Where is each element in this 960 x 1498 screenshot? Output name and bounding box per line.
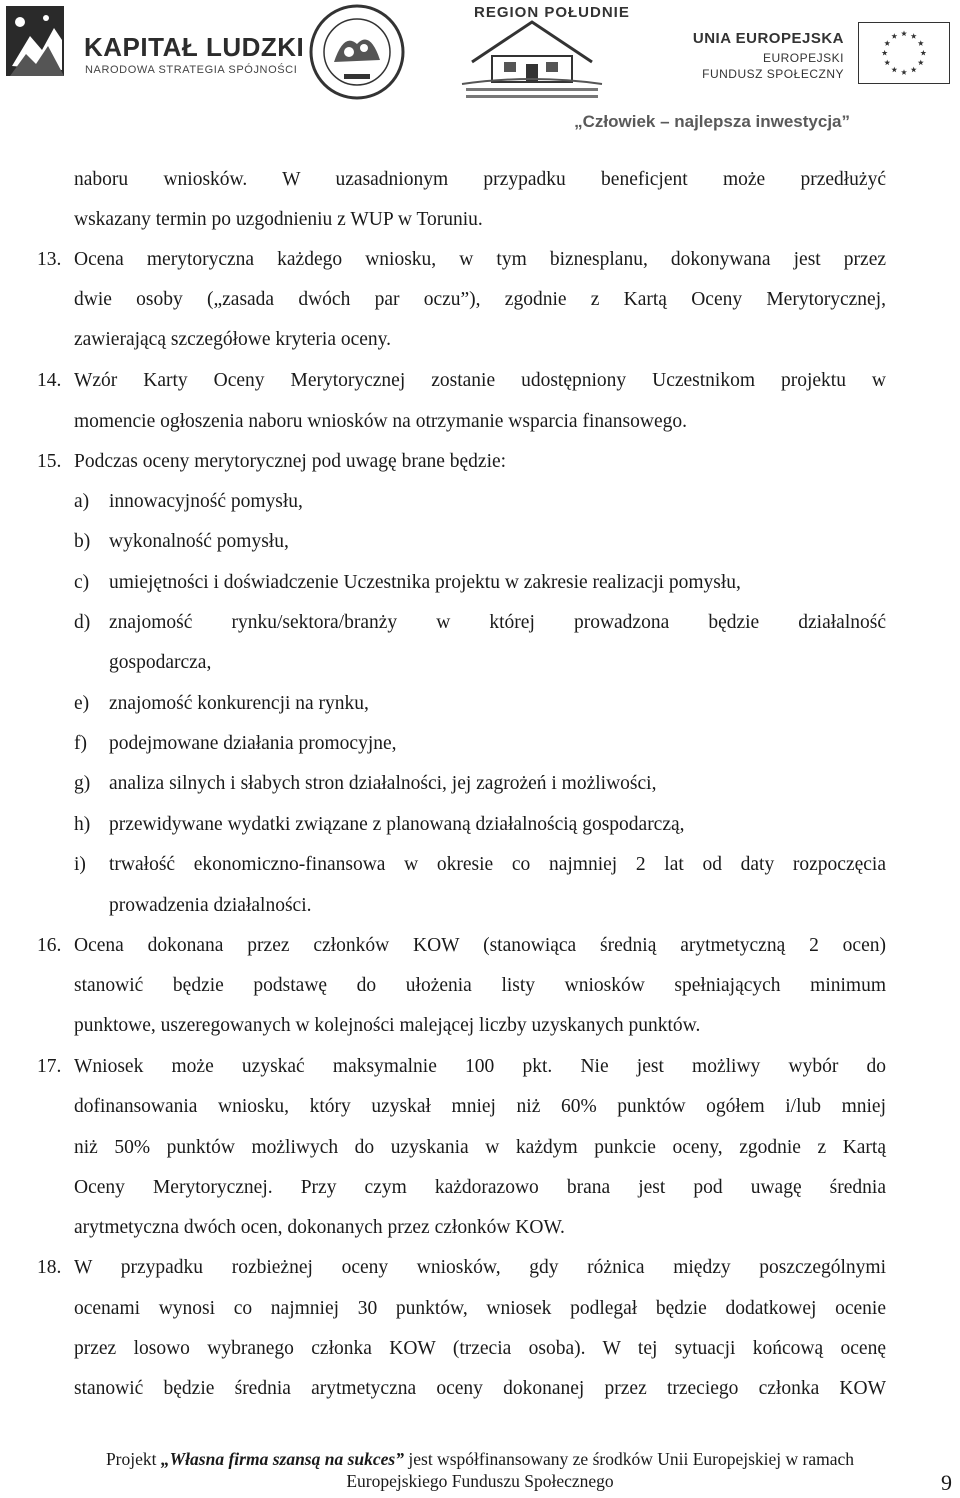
body-line: stanowić będzie podstawę do ułożenia listy wniosków spełniających minimum xyxy=(74,975,886,996)
list-label: d) xyxy=(74,612,91,633)
page-footer xyxy=(0,1448,960,1492)
body-line: Oceny Merytorycznej. Przy czym każdorazowo brana jest pod uwagę średnia xyxy=(74,1177,886,1198)
kapital-ludzki-subtitle: NARODOWA STRATEGIA SPÓJNOŚCI xyxy=(85,64,298,76)
body-line: Ocena dokonana przez członków KOW (stanowiąca średnią arytmetyczną 2 ocen) xyxy=(74,935,886,956)
list-label: f) xyxy=(74,733,87,754)
body-line: niż 50% punktów możliwych do uzyskania w każdym punkcie oceny, zgodnie z Kartą xyxy=(74,1137,886,1158)
item-number: 13. xyxy=(37,249,62,270)
body-line: dofinansowania wniosku, który uzyskał mniej niż 60% punktów ogółem i/lub mniej xyxy=(74,1096,886,1117)
list-label: b) xyxy=(74,531,91,552)
item-number: 18. xyxy=(37,1257,62,1278)
body-line: Wzór Karty Oceny Merytorycznej zostanie udostępniony Uczestnikom projektu w xyxy=(74,370,886,391)
eu-star-icon xyxy=(901,31,907,37)
footer-project-title: „Własna firma szansą na sukces” xyxy=(160,1449,404,1469)
eu-flag-icon xyxy=(858,22,950,84)
list-label: c) xyxy=(74,572,90,593)
body-line: stanowić będzie średnia arytmetyczna oceny dokonanej przez trzeciego członka KOW xyxy=(74,1378,886,1399)
eu-star-icon xyxy=(918,40,924,46)
item-number: 16. xyxy=(37,935,62,956)
list-label: a) xyxy=(74,491,90,512)
body-line: Wniosek może uzyskać maksymalnie 100 pkt. Nie jest możliwy wybór do xyxy=(74,1056,886,1077)
eu-star-icon xyxy=(882,50,888,56)
association-seal-logo xyxy=(304,2,410,102)
body-line: punktowe, uszeregowanych w kolejności malejącej liczby uzyskanych punktów. xyxy=(74,1015,701,1036)
item-number: 17. xyxy=(37,1056,62,1077)
body-line: momencie ogłoszenia naboru wniosków na otrzymanie wsparcia finansowego. xyxy=(74,411,687,432)
item-number: 14. xyxy=(37,370,62,391)
body-line: zawierającą szczegółowe kryteria oceny. xyxy=(74,329,392,350)
item-number: 15. xyxy=(37,451,62,472)
eu-star-icon xyxy=(884,40,890,46)
list-label: g) xyxy=(74,773,91,794)
list-item-continuation: gospodarcza, xyxy=(109,652,212,673)
region-poludnie-logo xyxy=(452,0,630,104)
eu-line2: EUROPEJSKI xyxy=(762,51,844,65)
body-line: arytmetyczna dwóch ocen, dokonanych przez członków KOW. xyxy=(74,1217,565,1238)
eu-star-icon xyxy=(884,60,890,66)
body-line: Podczas oceny merytorycznej pod uwagę brane będzie: xyxy=(74,451,507,472)
footer-suffix: jest współfinansowany ze środków Unii Europejskiej w ramach xyxy=(404,1449,855,1469)
list-item: znajomość rynku/sektora/branży w której prowadzona będzie działalność xyxy=(109,612,886,633)
footer-line-1 xyxy=(0,1448,960,1470)
page-header xyxy=(0,0,960,140)
eu-line3: FUNDUSZ SPOŁECZNY xyxy=(702,67,844,81)
list-item: przewidywane wydatki związane z planowaną działalnością gospodarczą, xyxy=(109,814,685,835)
list-label: i) xyxy=(74,854,86,875)
body-line: naboru wniosków. W uzasadnionym przypadku beneficjent może przedłużyć xyxy=(74,169,886,190)
page-number: 9 xyxy=(941,1470,952,1495)
kapital-ludzki-title: KAPITAŁ LUDZKI xyxy=(84,32,305,62)
body-line: wskazany termin po uzgodnieniu z WUP w Toruniu. xyxy=(74,209,483,230)
list-item: innowacyjność pomysłu, xyxy=(109,491,303,512)
list-item: trwałość ekonomiczno-finansowa w okresie co najmniej 2 lat od daty rozpoczęcia xyxy=(109,854,886,875)
eu-logo xyxy=(636,8,956,108)
kapital-ludzki-mark-icon xyxy=(6,6,68,80)
eu-star-icon xyxy=(891,33,897,39)
list-item: analiza silnych i słabych stron działalności, jej zagrożeń i możliwości, xyxy=(109,773,657,794)
slogan: „Człowiek – najlepsza inwestycja” xyxy=(574,112,850,131)
list-label: h) xyxy=(74,814,91,835)
list-item: umiejętności i doświadczenie Uczestnika projektu w zakresie realizacji pomysłu, xyxy=(109,572,741,593)
list-item: wykonalność pomysłu, xyxy=(109,531,289,552)
list-item: znajomość konkurencji na rynku, xyxy=(109,693,369,714)
eu-star-icon xyxy=(920,50,926,56)
eu-star-icon xyxy=(891,67,897,73)
eu-star-icon xyxy=(901,69,907,75)
eu-title: UNIA EUROPEJSKA xyxy=(692,30,844,47)
kapital-ludzki-logo xyxy=(6,6,305,82)
list-item: podejmowane działania promocyjne, xyxy=(109,733,397,754)
body-line: przez losowo wybranego członka KOW (trzecia osoba). W tej sytuacji końcową ocenę xyxy=(74,1338,886,1359)
body-line: ocenami wynosi co najmniej 30 punktów, wniosek podlegał będzie dodatkowej ocenie xyxy=(74,1298,886,1319)
eu-star-icon xyxy=(911,33,917,39)
list-item-continuation: prowadzenia działalności. xyxy=(109,895,312,916)
body-line: dwie osoby („zasada dwóch par oczu”), zgodnie z Kartą Oceny Merytorycznej, xyxy=(74,289,886,310)
footer-line-2: Europejskiego Funduszu Społecznego xyxy=(346,1471,614,1491)
list-label: e) xyxy=(74,693,90,714)
region-name: REGION POŁUDNIE xyxy=(474,4,630,21)
body-line: W przypadku rozbieżnej oceny wniosków, gdy różnica między poszczególnymi xyxy=(74,1257,886,1278)
eu-star-icon xyxy=(911,67,917,73)
eu-star-icon xyxy=(918,60,924,66)
body-line: Ocena merytoryczna każdego wniosku, w tym biznesplanu, dokonywana jest przez xyxy=(74,249,886,270)
footer-prefix: Projekt xyxy=(105,1449,161,1469)
